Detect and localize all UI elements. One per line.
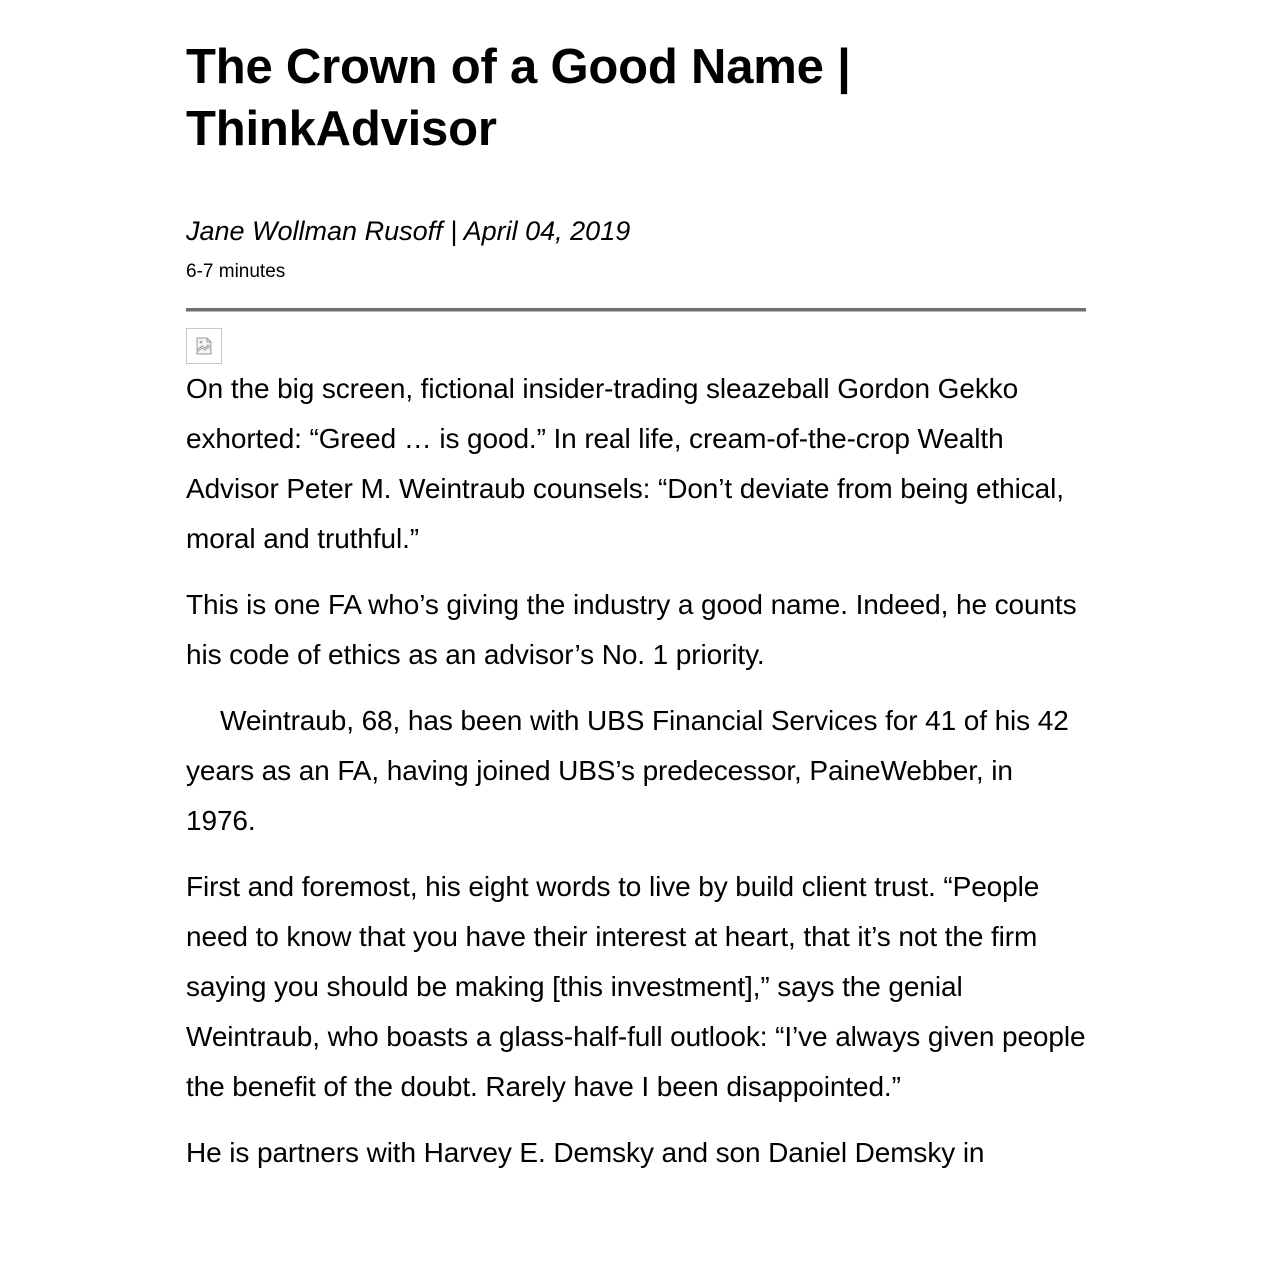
paragraph-1: On the big screen, fictional insider-trading sleazeball Gordon Gekko exhorted: “Greed … is good.” In real life, cream-of-the-crop Wealth Advisor Peter M. Weintraub counsels: “Don’t deviate from being ethical, moral and truthful.” bbox=[186, 373, 1064, 554]
broken-image-icon bbox=[186, 328, 222, 364]
paragraph-3: Weintraub, 68, has been with UBS Financial Services for 41 of his 42 years as an FA, having joined UBS’s predecessor, PaineWebber, in 1976. bbox=[186, 705, 1069, 836]
article bbox=[186, 36, 1088, 1194]
paragraph-4: First and foremost, his eight words to live by build client trust. “People need to know that you have their interest at heart, that it’s not the firm saying you should be making [this investment],” says the genial Weintraub, who boasts a glass-half-full outlook: “I’ve always given people the benefit of the doubt. Rarely have I been disappointed.” bbox=[186, 871, 1086, 1102]
article-body bbox=[186, 364, 1088, 1178]
header-divider bbox=[186, 308, 1086, 312]
paragraph-2: This is one FA who’s giving the industry a good name. Indeed, he counts his code of ethics as an advisor’s No. 1 priority. bbox=[186, 589, 1077, 670]
article-title: The Crown of a Good Name | ThinkAdvisor bbox=[186, 40, 851, 156]
broken-image-icon-glyph bbox=[194, 336, 214, 356]
reading-time: 6-7 minutes bbox=[186, 261, 286, 282]
paragraph-5: He is partners with Harvey E. Demsky and son Daniel Demsky in bbox=[186, 1137, 985, 1168]
article-byline: Jane Wollman Rusoff | April 04, 2019 bbox=[186, 216, 631, 246]
